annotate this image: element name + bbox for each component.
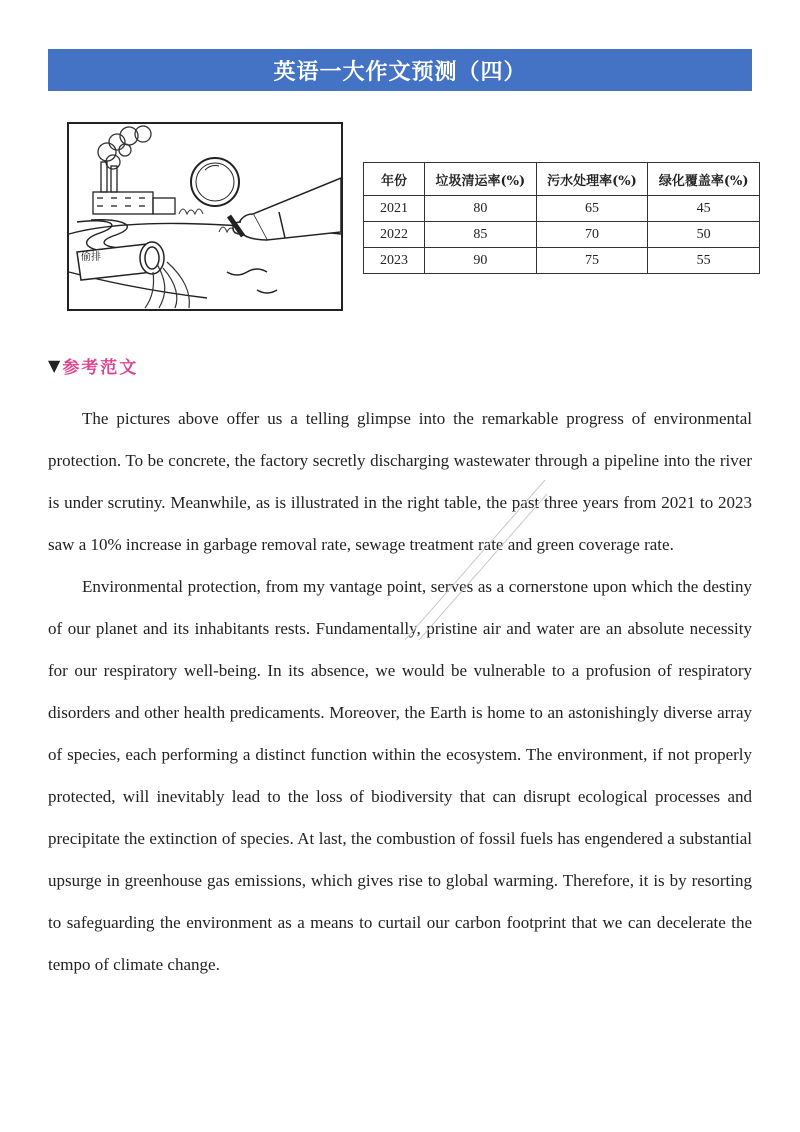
section-heading <box>48 353 138 378</box>
watermark-image <box>395 470 555 650</box>
section-title: 参考范文 <box>62 358 139 378</box>
table-cell: 85 <box>425 222 537 248</box>
essay-paragraph: The pictures above offer us a telling glimpse into the remarkable progress of environmental protection. To be concrete, the factory secretly discharging wastewater through a pipeline into the river is under scrutiny. Meanwhile, as is illustrated in the right table, the past three years from 2021 to 2023 saw a 10% increase in garbage removal rate, sewage treatment rate and green coverage rate. <box>48 409 752 554</box>
table-cell: 2023 <box>364 248 425 274</box>
table-row <box>364 196 760 222</box>
environment-data-table <box>363 162 760 274</box>
table-cell: 55 <box>648 248 760 274</box>
essay-paragraph: Environmental protection, from my vantage point, serves as a cornerstone upon which the destiny of our planet and its inhabitants rests. Fundamentally, pristine air and water are an absolute necessity for our respiratory well-being. In its absence, we would be vulnerable to a profusion of respiratory disorders and other health predicaments. Moreover, the Earth is home to an astonishingly diverse array of species, each performing a distinct function within the ecosystem. The environment, if not properly protected, will inevitably lead to the loss of biodiversity that can disrupt ecological processes and precipitate the extinction of species. At last, the combustion of fossil fuels has engendered a substantial upsurge in greenhouse gas emissions, which gives rise to global warming. Therefore, it is by resorting to safeguarding the environment as a means to curtail our carbon footprint that we can decelerate the tempo of climate change. <box>48 577 752 974</box>
header-cell: 绿化覆盖率(%) <box>648 163 760 196</box>
page-title: 英语一大作文预测（四） <box>273 59 527 85</box>
cartoon-label: 偷排 <box>81 252 101 263</box>
page-title-banner <box>48 49 752 91</box>
table-cell: 45 <box>648 196 760 222</box>
pollution-cartoon-image <box>67 122 343 311</box>
table-cell: 2021 <box>364 196 425 222</box>
header-cell: 年份 <box>364 163 425 196</box>
table-cell: 80 <box>425 196 537 222</box>
table-cell: 65 <box>536 196 648 222</box>
table-row <box>364 248 760 274</box>
table-row <box>364 222 760 248</box>
table-cell: 70 <box>536 222 648 248</box>
table-cell: 50 <box>648 222 760 248</box>
header-cell: 污水处理率(%) <box>536 163 648 196</box>
table-cell: 2022 <box>364 222 425 248</box>
triangle-down-icon: ▼ <box>48 356 61 375</box>
table-header-row <box>364 163 760 196</box>
table-cell: 75 <box>536 248 648 274</box>
header-cell: 垃圾清运率(%) <box>425 163 537 196</box>
table-cell: 90 <box>425 248 537 274</box>
